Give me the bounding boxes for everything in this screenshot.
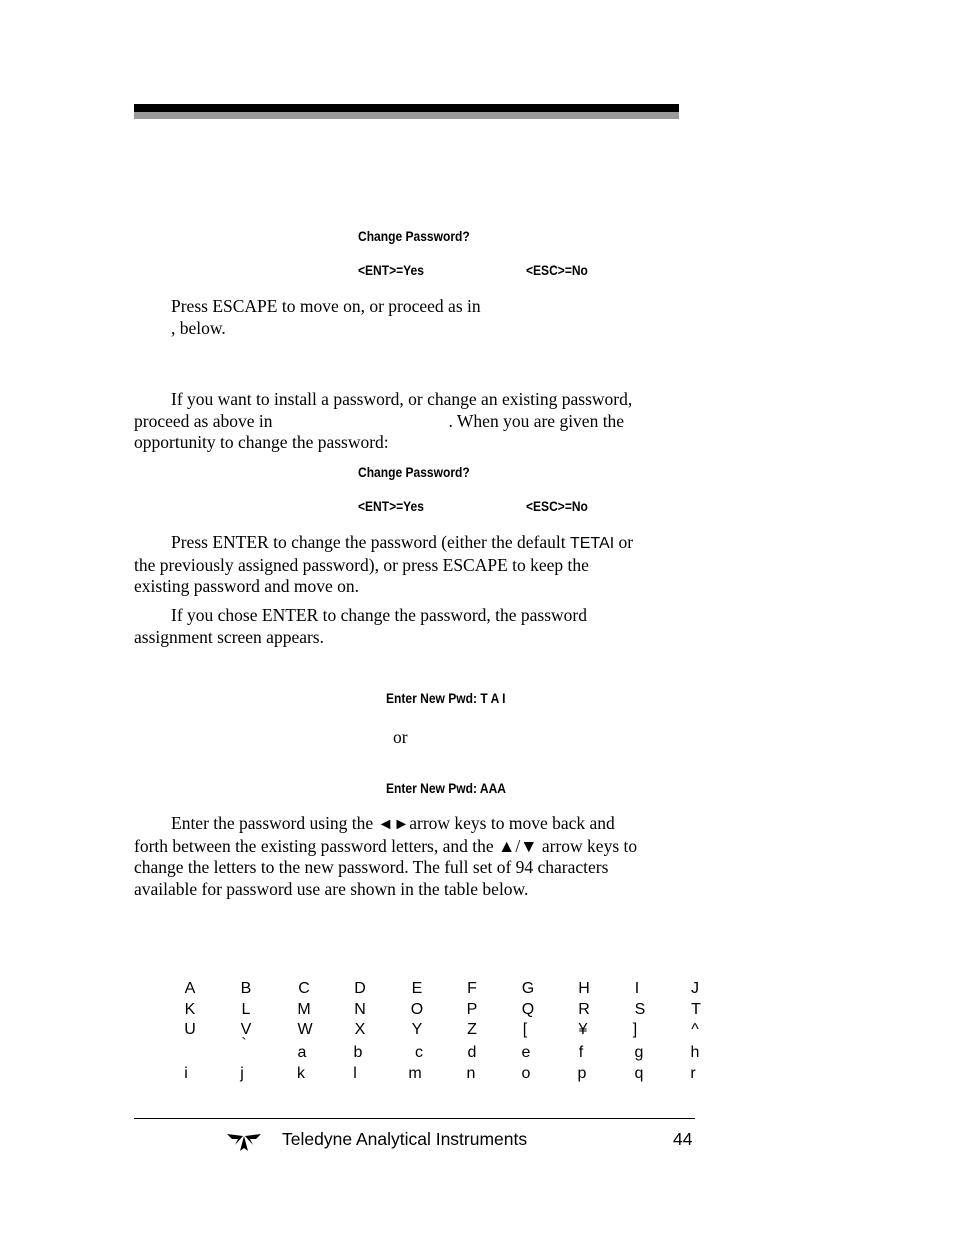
char-cell: l (353, 1065, 357, 1082)
char-cell: W (297, 1021, 313, 1038)
char-cell: d (467, 1044, 477, 1061)
char-cell: p (577, 1065, 587, 1082)
char-cell: V (240, 1021, 252, 1038)
char-cell: [ (522, 1021, 528, 1038)
char-cell: o (521, 1065, 531, 1082)
screen1-no: <ESC>=No (526, 262, 588, 278)
char-cell: H (578, 980, 590, 997)
char-cell: m (408, 1065, 422, 1082)
screen4-text: Enter New Pwd: AAA (386, 780, 506, 796)
screen2-yes: <ENT>=Yes (358, 498, 424, 514)
para1-line1: Press ESCAPE to move on, or proceed as in (171, 296, 481, 316)
para3-line3: existing password and move on. (134, 576, 360, 596)
char-cell: R (578, 1001, 590, 1018)
page-number: 44 (673, 1129, 693, 1149)
char-cell: ` (241, 1036, 247, 1053)
char-cell: X (354, 1021, 366, 1038)
char-cell: k (297, 1065, 305, 1082)
char-cell: O (410, 1001, 424, 1018)
char-cell: T (691, 1001, 701, 1018)
para-escape (134, 296, 679, 339)
char-cell: a (297, 1044, 307, 1061)
para4-line1: If you chose ENTER to change the password, the password (171, 605, 588, 625)
left-right-arrows: ◄► (377, 816, 410, 833)
char-cell: i (184, 1065, 188, 1082)
char-cell: U (184, 1021, 196, 1038)
para5-line4: available for password use are shown in the table below. (134, 878, 529, 899)
char-cell: M (297, 1001, 311, 1018)
para5-line1a: Enter the password using the (171, 813, 374, 833)
screen2-no: <ESC>=No (526, 498, 588, 514)
para-enter-password (134, 813, 679, 900)
teledyne-logo-icon (226, 1131, 262, 1153)
footer-company: Teledyne Analytical Instruments (282, 1129, 528, 1149)
char-cell: Y (411, 1021, 423, 1038)
char-cell: q (634, 1065, 644, 1082)
char-cell: K (184, 1001, 196, 1018)
char-cell: b (353, 1044, 363, 1061)
footer-rule (134, 1118, 695, 1119)
char-cell: J (691, 980, 699, 997)
char-cell: A (184, 980, 196, 997)
char-cell: D (354, 980, 366, 997)
char-cell: e (521, 1044, 531, 1061)
char-cell: j (240, 1065, 244, 1082)
char-cell: Q (521, 1001, 535, 1018)
para2-line3: opportunity to change the password: (134, 432, 389, 452)
para2-line2b: . When you are given the (448, 410, 625, 431)
char-cell: I (634, 980, 640, 997)
para2-line2a: proceed as above in (134, 410, 273, 431)
char-cell: L (241, 1001, 251, 1018)
char-cell: F (467, 980, 477, 997)
header-rule-black (134, 104, 679, 112)
header-rule-grey (134, 112, 679, 119)
char-cell: G (521, 980, 535, 997)
char-cell: E (411, 980, 423, 997)
char-cell: c (415, 1044, 423, 1061)
char-cell: Z (467, 1021, 477, 1038)
screen3-text: Enter New Pwd: T A I (386, 690, 506, 706)
para-assignment-screen (134, 605, 679, 648)
char-cell: S (634, 1001, 646, 1018)
para3-line1a: Press ENTER to change the password (either the default (171, 532, 566, 552)
para2-line1: If you want to install a password, or change an existing password, (171, 389, 633, 409)
para3-line2: the previously assigned password), or press ESCAPE to keep the (134, 554, 589, 575)
char-cell: f (578, 1044, 584, 1061)
char-cell: N (354, 1001, 366, 1018)
para4-line2: assignment screen appears. (134, 626, 324, 647)
char-cell: n (466, 1065, 476, 1082)
para5-line2: forth between the existing password letters, and the ▲/▼ arrow keys to (134, 835, 638, 856)
default-password: TETAI (569, 535, 615, 552)
screen1-title: Change Password? (358, 228, 470, 244)
or-text: or (393, 727, 408, 747)
para-press-enter (134, 532, 679, 598)
para-install-password (134, 389, 679, 454)
para1-line2: , below. (171, 317, 226, 338)
char-cell: r (690, 1065, 696, 1082)
para5-line3: change the letters to the new password. The full set of 94 characters (134, 857, 609, 877)
char-cell: C (298, 980, 310, 997)
char-cell: ] (632, 1021, 638, 1038)
screen2-title: Change Password? (358, 464, 470, 480)
screen1-yes: <ENT>=Yes (358, 262, 424, 278)
char-cell: ^ (691, 1021, 699, 1038)
char-cell: P (466, 1001, 478, 1018)
char-cell: g (634, 1044, 644, 1061)
para3-line1c: or (618, 532, 634, 552)
char-cell: ¥ (578, 1021, 588, 1038)
char-cell: B (240, 980, 252, 997)
para5-line1c: arrow keys to move back and (409, 813, 615, 833)
char-cell: h (690, 1044, 700, 1061)
